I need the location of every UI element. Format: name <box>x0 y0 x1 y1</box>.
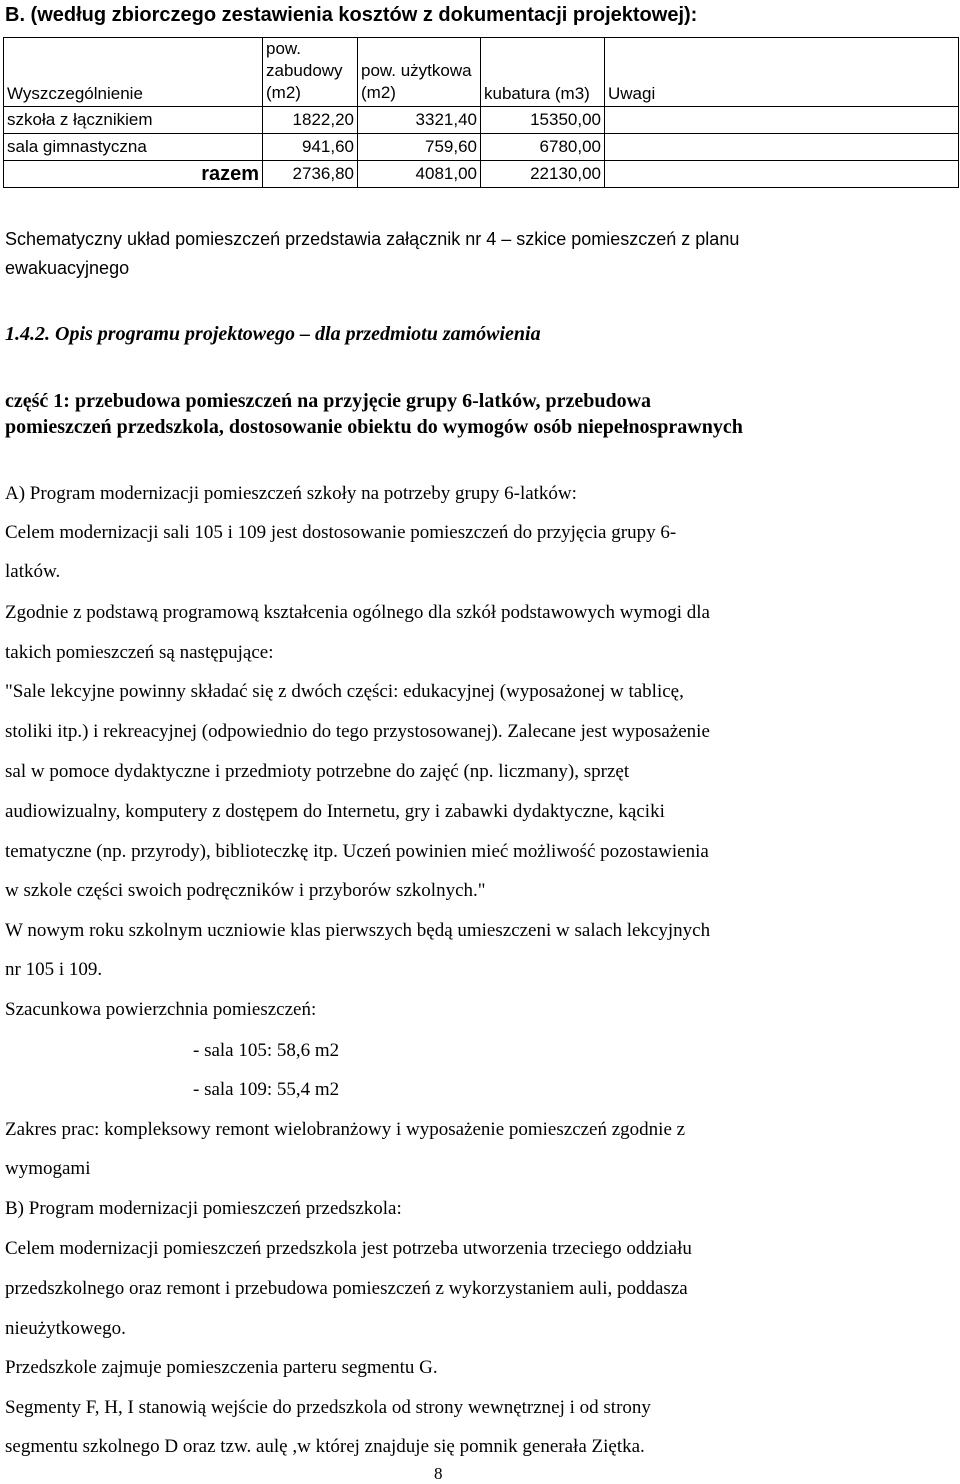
table-cell: 4081,00 <box>358 161 481 188</box>
table-cell: 2736,80 <box>263 161 358 188</box>
paragraph-line: nr 105 i 109. <box>5 959 103 980</box>
paragraph-line: Segmenty F, H, I stanowią wejście do przedszkola od strony wewnętrznej i od strony <box>5 1397 651 1418</box>
paragraph-line: nieużytkowego. <box>5 1318 126 1339</box>
paragraph-line: latków. <box>5 561 61 582</box>
header-cell: Wyszczególnienie <box>4 38 263 107</box>
paragraph-line: tematyczne (np. przyrody), biblioteczkę itp. Uczeń powinien mieć możliwość pozostawienia <box>5 841 709 862</box>
paragraph-line: "Sale lekcyjne powinny składać się z dwóch części: edukacyjnej (wyposażonej w tablicę, <box>5 681 684 702</box>
section-b-heading: B. (według zbiorczego zestawienia kosztów z dokumentacji projektowej): <box>5 4 698 26</box>
table-cell: 22130,00 <box>481 161 605 188</box>
paragraph-line: segmentu szkolnego D oraz tzw. aulę ,w której znajduje się pomnik generała Ziętka. <box>5 1436 645 1457</box>
paragraph-line: Celem modernizacji sali 105 i 109 jest dostosowanie pomieszczeń do przyjęcia grupy 6- <box>5 522 677 543</box>
paragraph-line: przedszkolnego oraz remont i przebudowa pomieszczeń z wykorzystaniem auli, poddasza <box>5 1278 688 1299</box>
paragraph-line: audiowizualny, komputery z dostępem do Internetu, gry i zabawki dydaktyczne, kąciki <box>5 801 665 822</box>
table-cell <box>605 161 959 188</box>
table-cell: 6780,00 <box>481 134 605 161</box>
header-cell: pow. zabudowy (m2) <box>263 38 358 107</box>
schematic-note: Schematyczny układ pomieszczeń przedstawia załącznik nr 4 – szkice pomieszczeń z planu <box>5 229 740 249</box>
paragraph-line: A) Program modernizacji pomieszczeń szkoły na potrzeby grupy 6-latków: <box>5 483 577 504</box>
table-total-row <box>4 161 959 188</box>
paragraph-line: Przedszkole zajmuje pomieszczenia parteru segmentu G. <box>5 1357 438 1378</box>
total-label: razem <box>4 161 263 188</box>
paragraph-line: stoliki itp.) i rekreacyjnej (odpowiednio do tego przystosowanej). Zalecane jest wyposażenie <box>5 721 710 742</box>
paragraph-line: sal w pomoce dydaktyczne i przedmioty potrzebne do zajęć (np. liczmany), sprzęt <box>5 761 630 782</box>
table-cell: szkoła z łącznikiem <box>4 107 263 134</box>
page-number: 8 <box>434 1464 443 1483</box>
schematic-note-cont: ewakuacyjnego <box>5 258 130 278</box>
part1-title-cont: pomieszczeń przedszkola, dostosowanie obiektu do wymogów osób niepełnosprawnych <box>5 416 743 438</box>
part1-title: część 1: przebudowa pomieszczeń na przyjęcie grupy 6-latków, przebudowa <box>5 390 652 412</box>
table-cell: 3321,40 <box>358 107 481 134</box>
table-row <box>4 107 959 134</box>
paragraph-line: wymogami <box>5 1158 91 1179</box>
table-header-row <box>4 38 959 107</box>
cost-table <box>3 37 959 188</box>
paragraph-line: W nowym roku szkolnym uczniowie klas pierwszych będą umieszczeni w salach lekcyjnych <box>5 920 711 941</box>
table-cell: 941,60 <box>263 134 358 161</box>
header-cell: Uwagi <box>605 38 959 107</box>
section-title: 1.4.2. Opis programu projektowego – dla przedmiotu zamówienia <box>5 323 541 345</box>
table-cell: sala gimnastyczna <box>4 134 263 161</box>
paragraph-line: B) Program modernizacji pomieszczeń przedszkola: <box>5 1198 402 1219</box>
paragraph-line: Zakres prac: kompleksowy remont wielobranżowy i wyposażenie pomieszczeń zgodnie z <box>5 1119 686 1140</box>
list-item: - sala 109: 55,4 m2 <box>193 1079 340 1100</box>
paragraph-line: takich pomieszczeń są następujące: <box>5 642 274 663</box>
paragraph-line: w szkole części swoich podręczników i przyborów szkolnych." <box>5 880 486 901</box>
table-cell: 759,60 <box>358 134 481 161</box>
paragraph-line: Celem modernizacji pomieszczeń przedszkola jest potrzeba utworzenia trzeciego oddziału <box>5 1238 692 1259</box>
paragraph-line: Szacunkowa powierzchnia pomieszczeń: <box>5 999 317 1020</box>
table-cell: 15350,00 <box>481 107 605 134</box>
header-cell: kubatura (m3) <box>481 38 605 107</box>
table-cell <box>605 134 959 161</box>
table-cell <box>605 107 959 134</box>
header-cell: pow. użytkowa (m2) <box>358 38 481 107</box>
list-item: - sala 105: 58,6 m2 <box>193 1040 340 1061</box>
paragraph-line: Zgodnie z podstawą programową kształcenia ogólnego dla szkół podstawowych wymogi dla <box>5 602 710 623</box>
table-row <box>4 134 959 161</box>
table-cell: 1822,20 <box>263 107 358 134</box>
